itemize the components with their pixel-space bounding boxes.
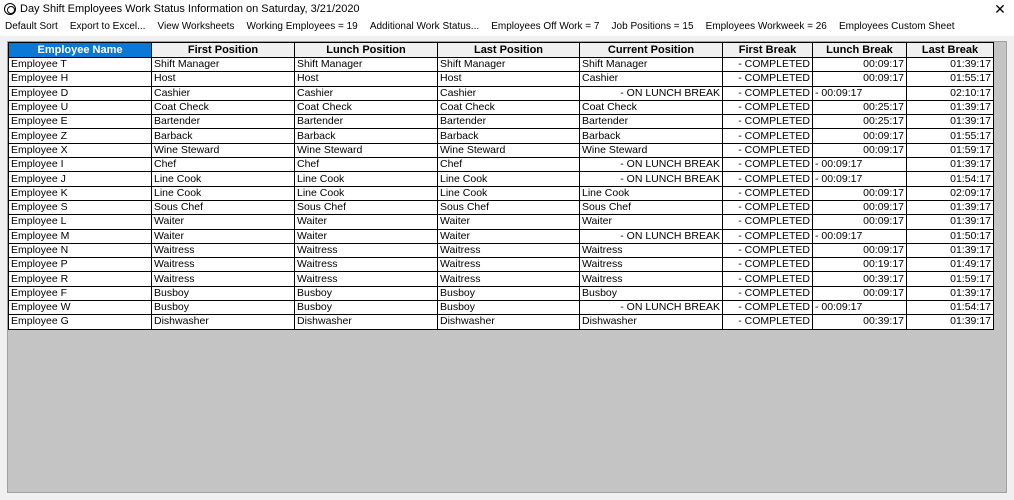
cell-current-position[interactable]: Waitress bbox=[580, 258, 723, 272]
cell-first-break[interactable]: - COMPLETED bbox=[723, 286, 813, 300]
cell-lunch-break[interactable]: 00:09:17 bbox=[813, 186, 907, 200]
cell-employee-name[interactable]: Employee M bbox=[9, 229, 152, 243]
menu-bar bbox=[0, 18, 1014, 36]
cell-last-position[interactable]: Busboy bbox=[438, 301, 580, 315]
cell-last-position[interactable]: Waitress bbox=[438, 272, 580, 286]
cell-last-break[interactable]: 01:55:17 bbox=[907, 129, 994, 143]
cell-first-position[interactable]: Shift Manager bbox=[152, 58, 295, 72]
table-row[interactable] bbox=[9, 115, 994, 129]
menu-export-to-excel[interactable]: Export to Excel... bbox=[69, 21, 146, 32]
menu-working-employees[interactable]: Working Employees = 19 bbox=[246, 21, 358, 32]
cell-current-position[interactable]: - ON LUNCH BREAK bbox=[580, 158, 723, 172]
cell-employee-name[interactable]: Employee G bbox=[9, 315, 152, 329]
cell-current-position[interactable]: Dishwasher bbox=[580, 315, 723, 329]
cell-last-break[interactable]: 01:39:17 bbox=[907, 158, 994, 172]
cell-last-position[interactable]: Waiter bbox=[438, 229, 580, 243]
cell-current-position[interactable]: Waiter bbox=[580, 215, 723, 229]
cell-employee-name[interactable]: Employee K bbox=[9, 186, 152, 200]
cell-last-break[interactable]: 01:39:17 bbox=[907, 58, 994, 72]
cell-lunch-position[interactable]: Chef bbox=[295, 158, 438, 172]
cell-lunch-break[interactable]: 00:39:17 bbox=[813, 272, 907, 286]
cell-first-break[interactable]: - COMPLETED bbox=[723, 115, 813, 129]
cell-employee-name[interactable]: Employee R bbox=[9, 272, 152, 286]
cell-lunch-position[interactable]: Sous Chef bbox=[295, 200, 438, 214]
cell-employee-name[interactable]: Employee D bbox=[9, 86, 152, 100]
cell-last-break[interactable]: 02:10:17 bbox=[907, 86, 994, 100]
cell-current-position[interactable]: Barback bbox=[580, 129, 723, 143]
cell-current-position[interactable]: - ON LUNCH BREAK bbox=[580, 172, 723, 186]
cell-first-break[interactable]: - COMPLETED bbox=[723, 58, 813, 72]
cell-current-position[interactable]: Wine Steward bbox=[580, 143, 723, 157]
cell-last-position[interactable]: Waitress bbox=[438, 258, 580, 272]
cell-lunch-position[interactable]: Waiter bbox=[295, 215, 438, 229]
cell-last-position[interactable]: Waiter bbox=[438, 215, 580, 229]
cell-lunch-break[interactable]: 00:09:17 bbox=[813, 129, 907, 143]
cell-last-break[interactable]: 01:39:17 bbox=[907, 286, 994, 300]
cell-lunch-position[interactable]: Busboy bbox=[295, 301, 438, 315]
menu-employees-workweek[interactable]: Employees Workweek = 26 bbox=[705, 21, 827, 32]
header-row bbox=[9, 43, 994, 58]
cell-first-position[interactable]: Line Cook bbox=[152, 172, 295, 186]
cell-lunch-position[interactable]: Host bbox=[295, 72, 438, 86]
cell-current-position[interactable]: Waitress bbox=[580, 243, 723, 257]
table-row[interactable] bbox=[9, 86, 994, 100]
cell-lunch-position[interactable]: Waitress bbox=[295, 258, 438, 272]
cell-lunch-break[interactable]: 00:09:17 bbox=[813, 200, 907, 214]
cell-first-position[interactable]: Busboy bbox=[152, 286, 295, 300]
menu-employees-off-work[interactable]: Employees Off Work = 7 bbox=[491, 21, 600, 32]
cell-employee-name[interactable]: Employee S bbox=[9, 200, 152, 214]
cell-first-position[interactable]: Cashier bbox=[152, 86, 295, 100]
cell-lunch-position[interactable]: Wine Steward bbox=[295, 143, 438, 157]
cell-lunch-position[interactable]: Dishwasher bbox=[295, 315, 438, 329]
cell-last-position[interactable]: Busboy bbox=[438, 286, 580, 300]
cell-lunch-break[interactable]: 00:09:17 bbox=[813, 286, 907, 300]
table-row[interactable] bbox=[9, 258, 994, 272]
cell-employee-name[interactable]: Employee J bbox=[9, 172, 152, 186]
table-row[interactable] bbox=[9, 186, 994, 200]
cell-employee-name[interactable]: Employee Z bbox=[9, 129, 152, 143]
cell-lunch-break[interactable]: 00:09:17 bbox=[813, 58, 907, 72]
cell-lunch-break[interactable]: - 00:09:17 bbox=[813, 229, 907, 243]
table-row[interactable] bbox=[9, 72, 994, 86]
cell-lunch-position[interactable]: Waiter bbox=[295, 229, 438, 243]
menu-additional-work-status[interactable]: Additional Work Status... bbox=[369, 21, 480, 32]
cell-lunch-break[interactable]: - 00:09:17 bbox=[813, 86, 907, 100]
cell-lunch-position[interactable]: Barback bbox=[295, 129, 438, 143]
window-title: Day Shift Employees Work Status Information on Saturday, 3/21/2020 bbox=[20, 3, 360, 15]
table-row[interactable] bbox=[9, 129, 994, 143]
table-row[interactable] bbox=[9, 100, 994, 114]
column-header-lunch-break[interactable]: Lunch Break bbox=[813, 43, 907, 58]
cell-lunch-break[interactable]: 00:09:17 bbox=[813, 143, 907, 157]
cell-first-break[interactable]: - COMPLETED bbox=[723, 172, 813, 186]
cell-last-position[interactable]: Waitress bbox=[438, 243, 580, 257]
app-icon bbox=[4, 3, 16, 15]
cell-lunch-break[interactable]: 00:39:17 bbox=[813, 315, 907, 329]
employee-status-table bbox=[8, 42, 994, 330]
cell-last-position[interactable]: Line Cook bbox=[438, 186, 580, 200]
cell-current-position[interactable]: Line Cook bbox=[580, 186, 723, 200]
cell-lunch-position[interactable]: Waitress bbox=[295, 243, 438, 257]
cell-lunch-position[interactable]: Line Cook bbox=[295, 186, 438, 200]
cell-employee-name[interactable]: Employee N bbox=[9, 243, 152, 257]
cell-last-position[interactable]: Coat Check bbox=[438, 100, 580, 114]
table-row[interactable] bbox=[9, 58, 994, 72]
cell-current-position[interactable]: Waitress bbox=[580, 272, 723, 286]
cell-first-position[interactable]: Waiter bbox=[152, 215, 295, 229]
cell-current-position[interactable]: Shift Manager bbox=[580, 58, 723, 72]
cell-last-break[interactable]: 01:55:17 bbox=[907, 72, 994, 86]
table-row[interactable] bbox=[9, 243, 994, 257]
cell-employee-name[interactable]: Employee U bbox=[9, 100, 152, 114]
cell-last-position[interactable]: Cashier bbox=[438, 86, 580, 100]
cell-last-break[interactable]: 02:09:17 bbox=[907, 186, 994, 200]
cell-last-break[interactable]: 01:39:17 bbox=[907, 100, 994, 114]
cell-lunch-position[interactable]: Line Cook bbox=[295, 172, 438, 186]
cell-current-position[interactable]: Sous Chef bbox=[580, 200, 723, 214]
cell-current-position[interactable]: Coat Check bbox=[580, 100, 723, 114]
cell-lunch-position[interactable]: Cashier bbox=[295, 86, 438, 100]
close-button[interactable]: ✕ bbox=[994, 1, 1006, 17]
cell-employee-name[interactable]: Employee E bbox=[9, 115, 152, 129]
cell-last-position[interactable]: Wine Steward bbox=[438, 143, 580, 157]
column-header-first-break[interactable]: First Break bbox=[723, 43, 813, 58]
cell-last-break[interactable]: 01:39:17 bbox=[907, 200, 994, 214]
cell-last-break[interactable]: 01:49:17 bbox=[907, 258, 994, 272]
column-header-lunch-position[interactable]: Lunch Position bbox=[295, 43, 438, 58]
cell-first-position[interactable]: Chef bbox=[152, 158, 295, 172]
cell-lunch-position[interactable]: Bartender bbox=[295, 115, 438, 129]
table-row[interactable] bbox=[9, 172, 994, 186]
cell-last-break[interactable]: 01:59:17 bbox=[907, 272, 994, 286]
cell-lunch-break[interactable]: 00:19:17 bbox=[813, 258, 907, 272]
column-header-current-position[interactable]: Current Position bbox=[580, 43, 723, 58]
column-header-employee-name[interactable]: Employee Name bbox=[9, 43, 152, 58]
cell-first-break[interactable]: - COMPLETED bbox=[723, 229, 813, 243]
cell-first-position[interactable]: Barback bbox=[152, 129, 295, 143]
cell-current-position[interactable]: - ON LUNCH BREAK bbox=[580, 86, 723, 100]
cell-current-position[interactable]: Busboy bbox=[580, 286, 723, 300]
cell-lunch-break[interactable]: - 00:09:17 bbox=[813, 172, 907, 186]
cell-current-position[interactable]: Bartender bbox=[580, 115, 723, 129]
cell-last-position[interactable]: Dishwasher bbox=[438, 315, 580, 329]
cell-first-break[interactable]: - COMPLETED bbox=[723, 186, 813, 200]
cell-first-position[interactable]: Coat Check bbox=[152, 100, 295, 114]
cell-first-break[interactable]: - COMPLETED bbox=[723, 158, 813, 172]
cell-first-position[interactable]: Waitress bbox=[152, 272, 295, 286]
cell-employee-name[interactable]: Employee H bbox=[9, 72, 152, 86]
cell-first-break[interactable]: - COMPLETED bbox=[723, 272, 813, 286]
cell-employee-name[interactable]: Employee L bbox=[9, 215, 152, 229]
cell-last-break[interactable]: 01:54:17 bbox=[907, 301, 994, 315]
cell-first-break[interactable]: - COMPLETED bbox=[723, 215, 813, 229]
cell-employee-name[interactable]: Employee X bbox=[9, 143, 152, 157]
cell-employee-name[interactable]: Employee I bbox=[9, 158, 152, 172]
cell-lunch-position[interactable]: Waitress bbox=[295, 272, 438, 286]
table-body bbox=[9, 58, 994, 330]
cell-last-position[interactable]: Shift Manager bbox=[438, 58, 580, 72]
cell-first-position[interactable]: Sous Chef bbox=[152, 200, 295, 214]
cell-last-break[interactable]: 01:39:17 bbox=[907, 215, 994, 229]
cell-first-position[interactable]: Dishwasher bbox=[152, 315, 295, 329]
cell-first-break[interactable]: - COMPLETED bbox=[723, 243, 813, 257]
menu-default-sort[interactable]: Default Sort bbox=[5, 21, 58, 32]
status-grid bbox=[7, 41, 1007, 493]
cell-lunch-break[interactable]: 00:25:17 bbox=[813, 100, 907, 114]
cell-last-position[interactable]: Line Cook bbox=[438, 172, 580, 186]
cell-first-position[interactable]: Host bbox=[152, 72, 295, 86]
cell-last-break[interactable]: 01:59:17 bbox=[907, 143, 994, 157]
menu-job-positions[interactable]: Job Positions = 15 bbox=[611, 21, 694, 32]
cell-lunch-position[interactable]: Coat Check bbox=[295, 100, 438, 114]
cell-last-break[interactable]: 01:54:17 bbox=[907, 172, 994, 186]
cell-first-position[interactable]: Wine Steward bbox=[152, 143, 295, 157]
menu-view-worksheets[interactable]: View Worksheets bbox=[157, 21, 235, 32]
cell-lunch-position[interactable]: Shift Manager bbox=[295, 58, 438, 72]
cell-last-break[interactable]: 01:39:17 bbox=[907, 115, 994, 129]
cell-first-break[interactable]: - COMPLETED bbox=[723, 143, 813, 157]
cell-first-break[interactable]: - COMPLETED bbox=[723, 315, 813, 329]
column-header-last-break[interactable]: Last Break bbox=[907, 43, 994, 58]
menu-employees-custom-sheet[interactable]: Employees Custom Sheet bbox=[838, 21, 955, 32]
cell-last-position[interactable]: Barback bbox=[438, 129, 580, 143]
table-row[interactable] bbox=[9, 158, 994, 172]
cell-current-position[interactable]: - ON LUNCH BREAK bbox=[580, 301, 723, 315]
table-row[interactable] bbox=[9, 272, 994, 286]
cell-last-position[interactable]: Sous Chef bbox=[438, 200, 580, 214]
cell-employee-name[interactable]: Employee F bbox=[9, 286, 152, 300]
cell-first-break[interactable]: - COMPLETED bbox=[723, 200, 813, 214]
cell-first-break[interactable]: - COMPLETED bbox=[723, 129, 813, 143]
cell-current-position[interactable]: - ON LUNCH BREAK bbox=[580, 229, 723, 243]
table-row[interactable] bbox=[9, 215, 994, 229]
cell-lunch-break[interactable]: 00:09:17 bbox=[813, 72, 907, 86]
cell-last-position[interactable]: Chef bbox=[438, 158, 580, 172]
cell-first-position[interactable]: Bartender bbox=[152, 115, 295, 129]
table-row[interactable] bbox=[9, 229, 994, 243]
cell-first-break[interactable]: - COMPLETED bbox=[723, 258, 813, 272]
table-row[interactable] bbox=[9, 200, 994, 214]
title-bar bbox=[0, 0, 1014, 18]
table-row[interactable] bbox=[9, 315, 994, 329]
cell-first-break[interactable]: - COMPLETED bbox=[723, 100, 813, 114]
cell-lunch-break[interactable]: 00:09:17 bbox=[813, 215, 907, 229]
cell-first-break[interactable]: - COMPLETED bbox=[723, 72, 813, 86]
column-header-first-position[interactable]: First Position bbox=[152, 43, 295, 58]
cell-first-position[interactable]: Busboy bbox=[152, 301, 295, 315]
cell-first-break[interactable]: - COMPLETED bbox=[723, 86, 813, 100]
cell-first-position[interactable]: Waitress bbox=[152, 258, 295, 272]
cell-last-break[interactable]: 01:39:17 bbox=[907, 315, 994, 329]
cell-employee-name[interactable]: Employee W bbox=[9, 301, 152, 315]
table-row[interactable] bbox=[9, 301, 994, 315]
cell-lunch-break[interactable]: - 00:09:17 bbox=[813, 158, 907, 172]
cell-lunch-break[interactable]: - 00:09:17 bbox=[813, 301, 907, 315]
cell-lunch-break[interactable]: 00:09:17 bbox=[813, 243, 907, 257]
cell-first-position[interactable]: Waiter bbox=[152, 229, 295, 243]
cell-last-position[interactable]: Host bbox=[438, 72, 580, 86]
cell-last-position[interactable]: Bartender bbox=[438, 115, 580, 129]
cell-employee-name[interactable]: Employee T bbox=[9, 58, 152, 72]
cell-last-break[interactable]: 01:50:17 bbox=[907, 229, 994, 243]
cell-lunch-break[interactable]: 00:25:17 bbox=[813, 115, 907, 129]
cell-current-position[interactable]: Cashier bbox=[580, 72, 723, 86]
cell-lunch-position[interactable]: Busboy bbox=[295, 286, 438, 300]
cell-employee-name[interactable]: Employee P bbox=[9, 258, 152, 272]
cell-first-position[interactable]: Line Cook bbox=[152, 186, 295, 200]
cell-first-position[interactable]: Waitress bbox=[152, 243, 295, 257]
table-row[interactable] bbox=[9, 143, 994, 157]
cell-first-break[interactable]: - COMPLETED bbox=[723, 301, 813, 315]
column-header-last-position[interactable]: Last Position bbox=[438, 43, 580, 58]
cell-last-break[interactable]: 01:39:17 bbox=[907, 243, 994, 257]
table-row[interactable] bbox=[9, 286, 994, 300]
